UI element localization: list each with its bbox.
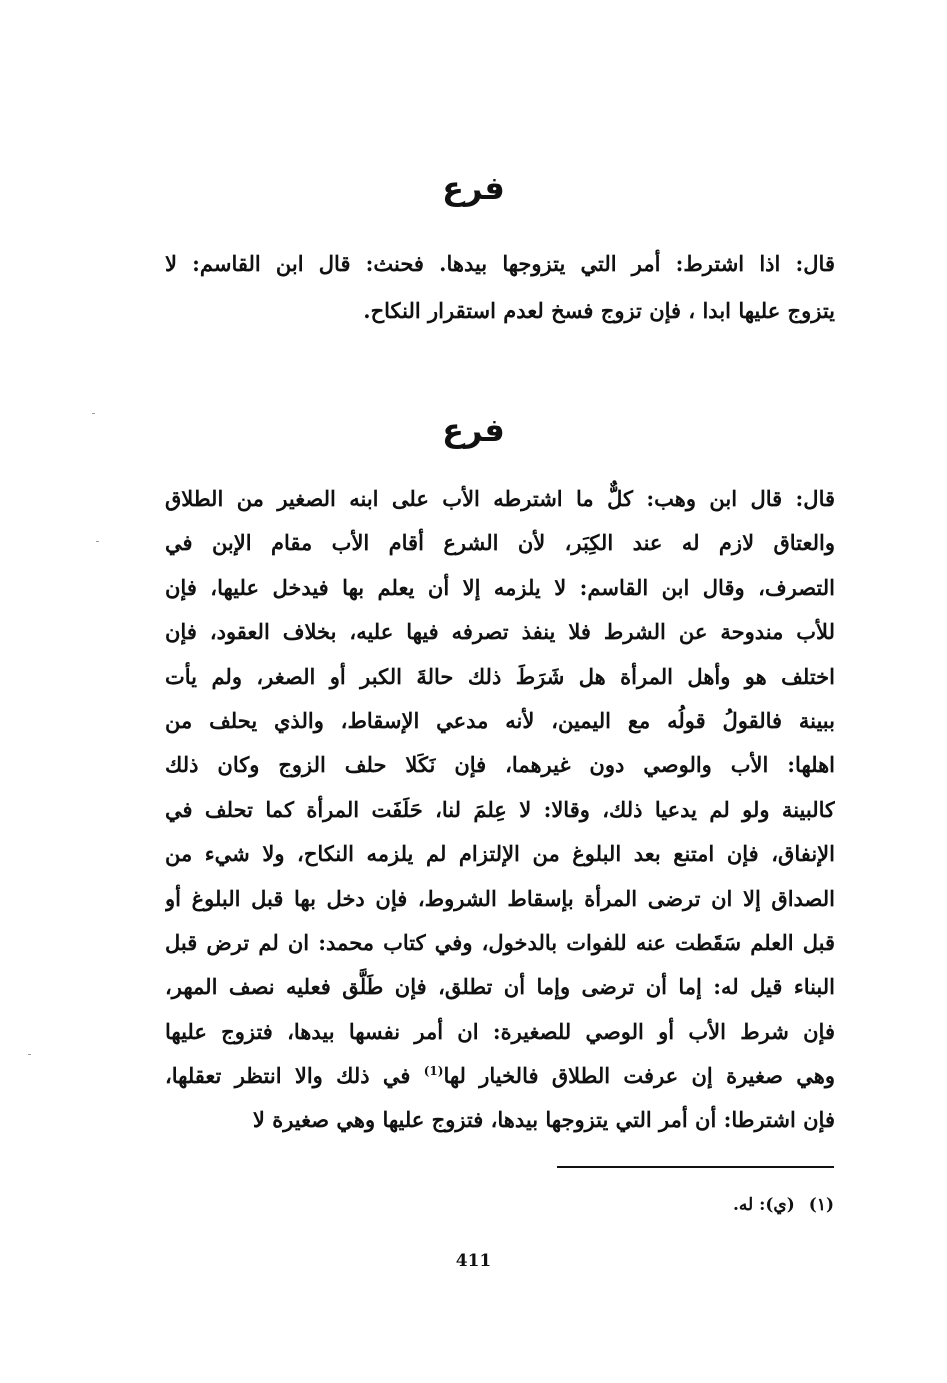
text-line: قال: قال ابن وهب: كلٌّ ما اشترطه الأب على ابنه الصغير من الطلاق — [165, 486, 835, 511]
section-heading: فرع — [442, 169, 505, 207]
text-segment: في ذلك والا انتظر تعقلها، — [165, 1063, 424, 1089]
text-line: التصرف، وقال ابن القاسم: لا يلزمه إلا أن يعلم بها فيدخل عليها، فإن — [165, 574, 835, 600]
page-number: 411 — [455, 1251, 492, 1271]
text-line: قبل العلم سَقَطت عنه للفوات بالدخول، وفي كتاب محمد: ان لم ترض قبل — [165, 929, 835, 955]
text-line: الصداق إلا ان ترضى المرأة بإسقاط الشروط، فإن دخل بها قبل البلوغ أو — [165, 885, 835, 911]
section-heading: فرع — [442, 411, 505, 449]
footnote-number: (١) — [808, 1195, 834, 1215]
section-paragraph — [165, 477, 835, 1143]
text-line: فإن اشترطا: أن أمر التي يتزوجها بيدها، فتزوج عليها وهي صغيرة لا — [252, 1107, 835, 1133]
text-line: البناء قيل له: إما أن ترضى وإما أن تطلق، فإن طَلَّق فعليه نصف المهر، — [165, 974, 835, 1000]
text-segment: وهي صغيرة إن عرفت الطلاق فالخيار لها — [443, 1063, 835, 1089]
footnote-divider — [557, 1166, 834, 1168]
text-line: قال: اذا اشترط: أمر التي يتزوجها بيدها. فحنث: قال ابن القاسم: لا — [165, 251, 835, 276]
text-line: للأب مندوحة عن الشرط فلا ينفذ تصرفه فيها عليه، بخلاف العقود، فإن — [165, 619, 835, 645]
scan-speck — [96, 541, 99, 542]
text-line: ببينة فالقولُ قولُه مع اليمين، لأنه مدعي الإسقاط، والذي يحلف من — [165, 707, 835, 733]
text-line: اختلف هو وأهل المرأة هل شَرَطَ ذلك حالةَ الكبر أو الصغر، ولم يأت — [165, 663, 835, 689]
text-line-with-footnote — [165, 1054, 835, 1098]
footnote-text: (ي): له. — [732, 1195, 795, 1215]
text-line: كالبينة ولو لم يدعيا ذلك، وقالا: لا عِلمَ لنا، حَلَفَت المرأة كما تحلف في — [165, 796, 835, 822]
text-line: الإنفاق، فإن امتنع بعد البلوغ من الإلتزام لم يلزمه النكاح، ولا شيء من — [165, 841, 835, 867]
text-line: يتزوج عليها ابدا ، فإن تزوج فسخ لعدم استقرار النكاح. — [363, 298, 835, 323]
section-paragraph — [165, 240, 835, 334]
text-line: اهلها: الأب والوصي دون غيرهما، فإن نَكَلا حلف الزوج وكان ذلك — [165, 752, 835, 778]
scan-speck — [92, 413, 95, 414]
footnote — [500, 1192, 834, 1218]
footnote-marker: (1) — [423, 1064, 444, 1079]
text-line: فإن شرط الأب أو الوصي للصغيرة: ان أمر نفسها بيدها، فتزوج عليها — [165, 1018, 835, 1044]
scan-speck — [28, 1054, 31, 1055]
text-line: والعتاق لازم له عند الكِبَر، لأن الشرع أقام الأب مقام الإبن في — [165, 530, 835, 556]
